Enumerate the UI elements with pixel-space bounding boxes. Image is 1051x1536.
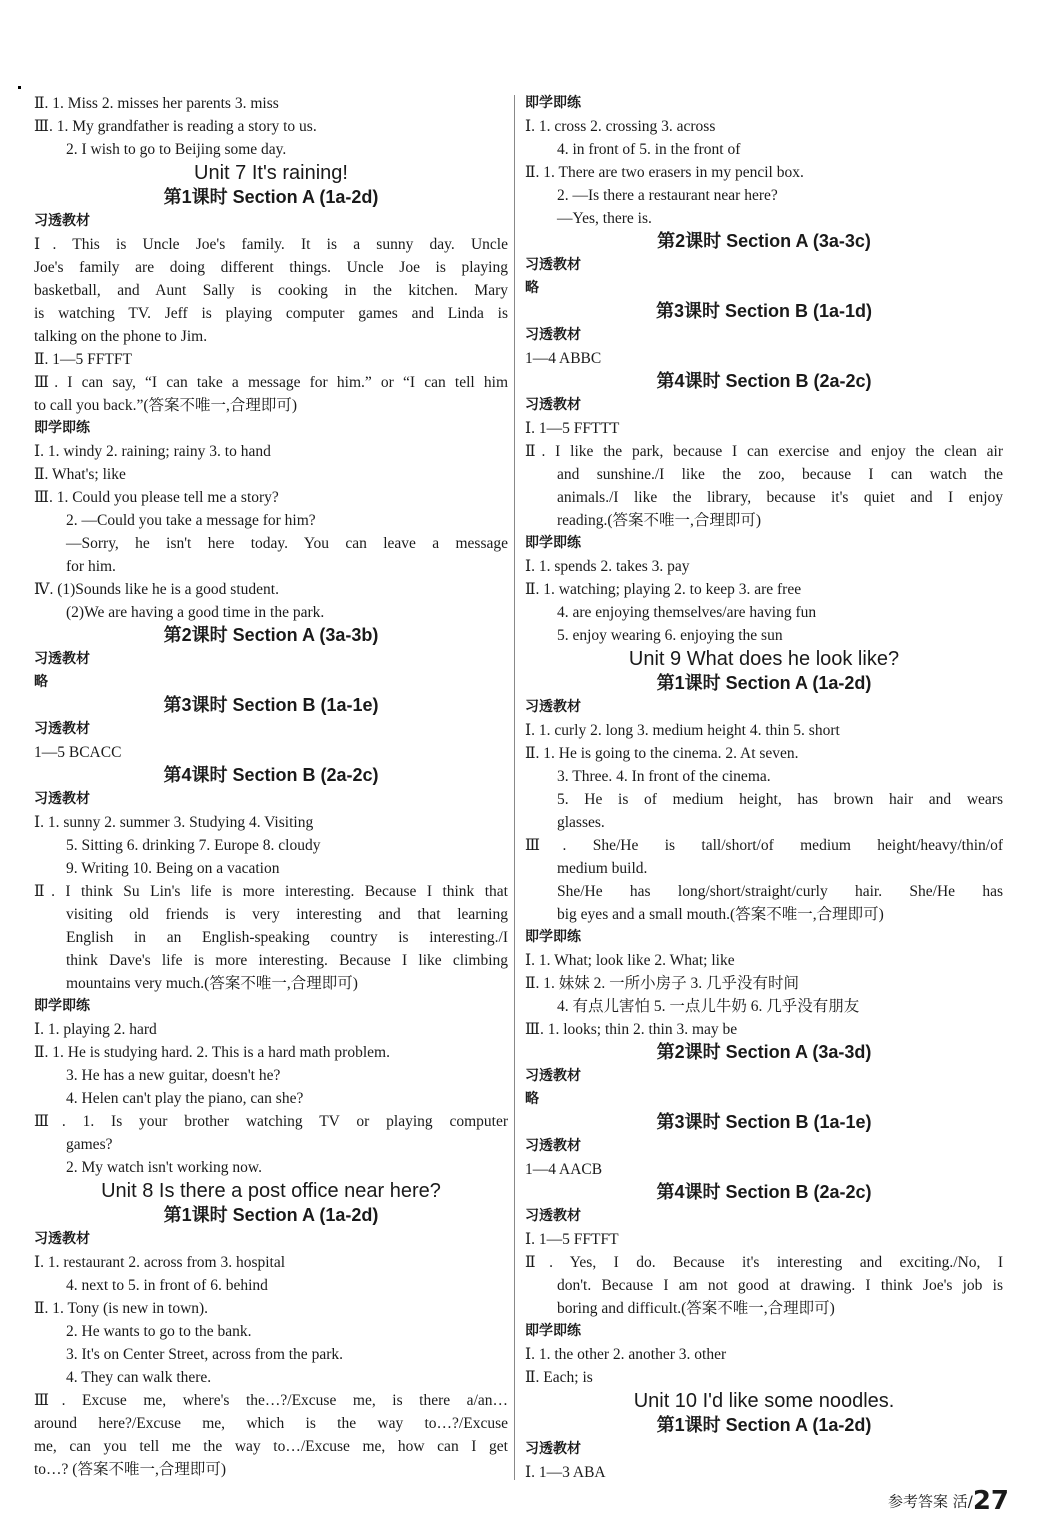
answer-line: Ⅰ. 1—3 ABA — [525, 1464, 606, 1481]
unit-heading: Unit 9 What does he look like? — [628, 648, 900, 670]
section-label: 习透教材 — [525, 1068, 581, 1084]
lesson-heading: 第3课时 Section B (1a-1e) — [163, 695, 379, 715]
answer-line: me, can you tell me the way to…/Excuse me, how can I get — [34, 1438, 508, 1455]
section-label: 习透教材 — [525, 1138, 581, 1154]
section-label: 略 — [525, 1091, 539, 1107]
answer-line: 3. Three. 4. In front of the cinema. — [557, 768, 771, 785]
answer-line: basketball, and Aunt Sally is cooking in the kitchen. Mary — [34, 282, 508, 299]
section-label: 习透教材 — [525, 1441, 581, 1457]
answer-line: 2. —Is there a restaurant near here? — [557, 187, 778, 204]
section-label: 习透教材 — [34, 791, 90, 807]
lesson-heading: 第1课时 Section A (1a-2d) — [656, 1415, 872, 1435]
answer-line: Ⅱ. I think Su Lin's life is more interesting. Because I think that — [34, 883, 508, 900]
answer-line: Ⅱ. 1. He is going to the cinema. 2. At seven. — [525, 745, 799, 762]
answer-line: Ⅰ. 1—5 FFTTT — [525, 420, 620, 437]
section-label: 习透教材 — [525, 699, 581, 715]
answer-line: Ⅱ. 1. Miss 2. misses her parents 3. miss — [34, 95, 279, 112]
lesson-heading: 第2课时 Section A (3a-3b) — [163, 625, 379, 645]
answer-line: Ⅱ. 1. There are two erasers in my pencil box. — [525, 164, 804, 181]
answer-line: animals./I like the library, because it's quiet and I enjoy — [557, 489, 1003, 506]
answer-line: boring and difficult.(答案不唯一,合理即可) — [557, 1300, 835, 1317]
section-label: 略 — [525, 280, 539, 296]
left-column — [34, 92, 508, 1481]
column-divider — [514, 95, 515, 1480]
answer-line: Ⅰ. 1. curly 2. long 3. medium height 4. thin 5. short — [525, 722, 840, 739]
answer-line: Ⅲ. 1. My grandfather is reading a story to us. — [34, 118, 317, 135]
answer-line: Ⅲ. 1. Could you please tell me a story? — [34, 489, 279, 506]
answer-line: visiting old friends is very interesting and that learning — [66, 906, 508, 923]
answer-line: and sunshine./I like the zoo, because I can watch the — [557, 466, 1003, 483]
section-label: 即学即练 — [34, 420, 90, 436]
answer-line: medium build. — [557, 860, 648, 877]
answer-line: to call you back.”(答案不唯一,合理即可) — [34, 397, 298, 414]
answer-line: 4. next to 5. in front of 6. behind — [66, 1277, 268, 1294]
lesson-heading: 第2课时 Section A (3a-3c) — [657, 231, 871, 251]
answer-line: Ⅳ. (1)Sounds like he is a good student. — [34, 581, 279, 598]
unit-heading: Unit 10 I'd like some noodles. — [633, 1390, 895, 1412]
answer-line: —Yes, there is. — [557, 210, 652, 227]
lesson-heading: 第2课时 Section A (3a-3d) — [656, 1042, 872, 1062]
section-label: 习透教材 — [34, 721, 90, 737]
answer-line: Ⅰ. 1. restaurant 2. across from 3. hospital — [34, 1254, 286, 1271]
answer-line: glasses. — [557, 814, 605, 831]
answer-line: 2. —Could you take a message for him? — [66, 512, 316, 529]
answer-line: Ⅱ. 1. watching; playing 2. to keep 3. are free — [525, 581, 802, 598]
answer-line: Ⅱ. 1—5 FFTFT — [34, 351, 132, 368]
answer-line: 4. Helen can't play the piano, can she? — [66, 1090, 304, 1107]
answer-line: reading.(答案不唯一,合理即可) — [557, 512, 762, 529]
section-label: 即学即练 — [525, 535, 581, 551]
section-label: 习透教材 — [34, 213, 90, 229]
answer-line: Ⅰ. 1. windy 2. raining; rainy 3. to hand — [34, 443, 271, 460]
answer-line: Ⅱ. 1. Tony (is new in town). — [34, 1300, 209, 1317]
section-label: 习透教材 — [525, 257, 581, 273]
answer-line: 5. enjoy wearing 6. enjoying the sun — [557, 627, 783, 644]
answer-line: Ⅲ. 1. looks; thin 2. thin 3. may be — [525, 1021, 738, 1038]
unit-heading: Unit 7 It's raining! — [194, 162, 348, 184]
answer-line: 3. It's on Center Street, across from the park. — [66, 1346, 343, 1363]
lesson-heading: 第4课时 Section B (2a-2c) — [163, 765, 379, 785]
lesson-heading: 第1课时 Section A (1a-2d) — [163, 1205, 379, 1225]
section-label: 习透教材 — [34, 651, 90, 667]
answer-line: 2. I wish to go to Beijing some day. — [66, 141, 287, 158]
section-label: 习透教材 — [525, 1208, 581, 1224]
right-column — [525, 92, 1003, 1484]
lesson-heading: 第1课时 Section A (1a-2d) — [163, 187, 379, 207]
answer-line: Ⅰ. 1. cross 2. crossing 3. across — [525, 118, 716, 135]
answer-line: 2. He wants to go to the bank. — [66, 1323, 252, 1340]
answer-line: Joe's family are doing different things. Uncle Joe is playing — [34, 259, 508, 276]
page-footer — [888, 1486, 1009, 1516]
footer-label: 参考答案 活/ — [887, 1492, 973, 1511]
answer-line: Ⅰ. 1. the other 2. another 3. other — [525, 1346, 727, 1363]
answer-line: 2. My watch isn't working now. — [66, 1159, 262, 1176]
answer-line: Ⅱ. I like the park, because I can exercise and enjoy the clean air — [525, 443, 1003, 460]
section-label: 习透教材 — [525, 327, 581, 343]
answer-line: Ⅰ. 1. sunny 2. summer 3. Studying 4. Visiting — [34, 814, 314, 831]
answer-line: 4. are enjoying themselves/are having fun — [557, 604, 817, 621]
answer-line: is watching TV. Jeff is playing computer games and Linda is — [34, 305, 508, 322]
section-label: 即学即练 — [525, 929, 581, 945]
answer-line: 3. He has a new guitar, doesn't he? — [66, 1067, 281, 1084]
answer-line: —Sorry, he isn't here today. You can leave a message — [66, 535, 508, 552]
answer-line: don't. Because I am not good at drawing. I think Joe's job is — [557, 1277, 1003, 1294]
answer-line: talking on the phone to Jim. — [34, 328, 208, 345]
lesson-heading: 第3课时 Section B (1a-1d) — [655, 301, 873, 321]
answer-line: mountains very much.(答案不唯一,合理即可) — [66, 975, 358, 992]
answer-line: 1—4 ABBC — [525, 350, 602, 367]
section-label: 即学即练 — [34, 998, 90, 1014]
answer-line: Ⅱ. Yes, I do. Because it's interesting and exciting./No, I — [525, 1254, 1003, 1271]
lesson-heading: 第4课时 Section B (2a-2c) — [656, 1182, 872, 1202]
answer-line: Ⅲ. Excuse me, where's the…?/Excuse me, is there a/an… — [34, 1392, 508, 1409]
answer-line: around here?/Excuse me, which is the way to…?/Excuse — [34, 1415, 508, 1432]
section-label: 即学即练 — [525, 1323, 581, 1339]
section-label: 习透教材 — [525, 397, 581, 413]
page-number: 27 — [972, 1486, 1009, 1516]
answer-line: think Dave's life is more interesting. Because I like climbing — [66, 952, 508, 969]
answer-line: Ⅰ. 1. spends 2. takes 3. pay — [525, 558, 690, 575]
answer-line: 4. in front of 5. in the front of — [557, 141, 741, 158]
answer-line: Ⅰ. This is Uncle Joe's family. It is a sunny day. Uncle — [34, 236, 508, 253]
answer-line: Ⅲ. I can say, “I can take a message for him.” or “I can tell him — [34, 374, 508, 391]
answer-line: 5. He is of medium height, has brown hair and wears — [557, 791, 1003, 808]
answer-line: Ⅲ. 1. Is your brother watching TV or playing computer — [34, 1113, 508, 1130]
answer-line: (2)We are having a good time in the park. — [66, 604, 325, 621]
section-label: 习透教材 — [34, 1231, 90, 1247]
answer-line: Ⅰ. 1. What; look like 2. What; like — [525, 952, 735, 969]
answer-line: 5. Sitting 6. drinking 7. Europe 8. cloudy — [66, 837, 321, 854]
answer-line: big eyes and a small mouth.(答案不唯一,合理即可) — [557, 906, 884, 923]
answer-line: games? — [66, 1136, 113, 1153]
answer-line: for him. — [66, 558, 116, 575]
answer-line: Ⅰ. 1—5 FFTFT — [525, 1231, 619, 1248]
answer-line: Ⅱ. 1. He is studying hard. 2. This is a hard math problem. — [34, 1044, 390, 1061]
answer-line: Ⅱ. What's; like — [34, 466, 126, 483]
answer-line: 4. 有点儿害怕 5. 一点儿牛奶 6. 几乎没有朋友 — [557, 998, 860, 1015]
answer-line: She/He has long/short/straight/curly hair. She/He has — [557, 883, 1003, 900]
answer-line: to…? (答案不唯一,合理即可) — [34, 1461, 227, 1478]
answer-line: English in an English-speaking country is interesting./I — [66, 929, 508, 946]
answer-line: 1—5 BCACC — [34, 744, 122, 761]
section-label: 略 — [34, 674, 48, 690]
answer-line: 9. Writing 10. Being on a vacation — [66, 860, 280, 877]
answer-line: 4. They can walk there. — [66, 1369, 212, 1386]
answer-line: Ⅰ. 1. playing 2. hard — [34, 1021, 157, 1038]
lesson-heading: 第4课时 Section B (2a-2c) — [656, 371, 872, 391]
unit-heading: Unit 8 Is there a post office near here? — [101, 1180, 441, 1202]
answer-line: Ⅱ. 1. 妹妹 2. 一所小房子 3. 几乎没有时间 — [525, 975, 800, 992]
section-label: 即学即练 — [525, 95, 581, 111]
lesson-heading: 第3课时 Section B (1a-1e) — [656, 1112, 872, 1132]
lesson-heading: 第1课时 Section A (1a-2d) — [656, 673, 872, 693]
answer-line: Ⅱ. Each; is — [525, 1369, 593, 1386]
answer-line: 1—4 AACB — [525, 1161, 603, 1178]
corner-mark — [18, 86, 21, 89]
answer-line: Ⅲ. She/He is tall/short/of medium height/heavy/thin/of — [525, 837, 1003, 854]
